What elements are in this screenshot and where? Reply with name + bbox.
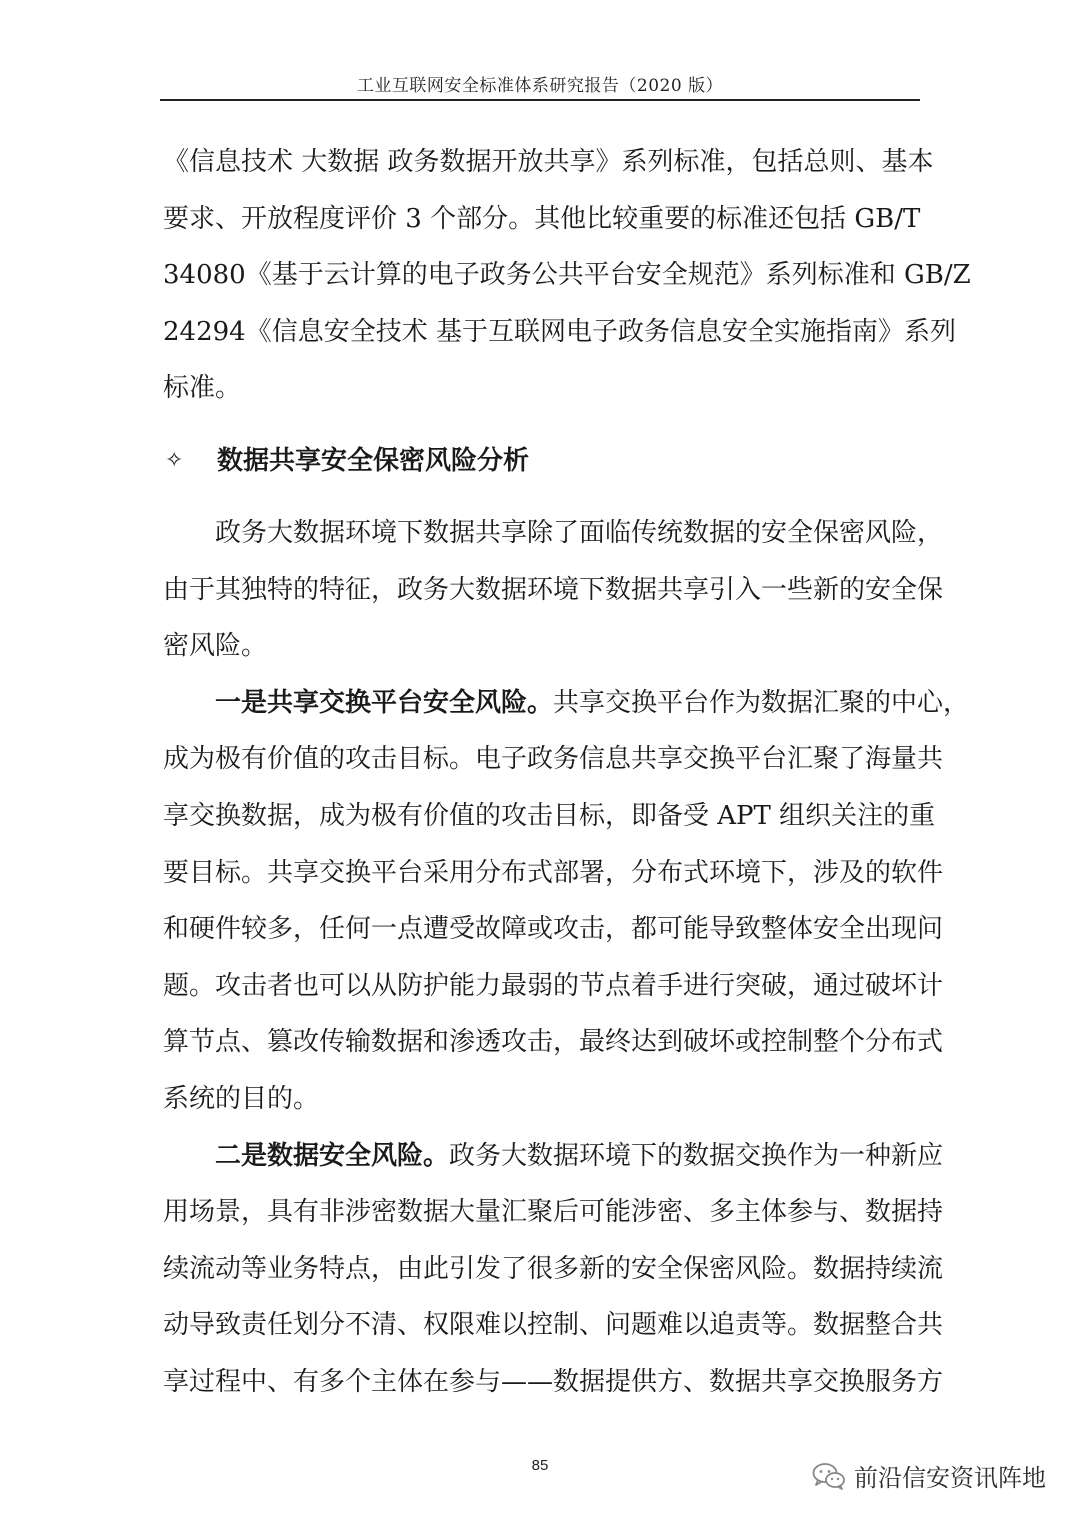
text-line: 动导致责任划分不清、权限难以控制、问题难以追责等。数据整合共	[163, 1310, 944, 1341]
page-body	[163, 134, 971, 1410]
text-line: 算节点、篡改传输数据和渗透攻击，最终达到破坏或控制整个分布式	[163, 1027, 944, 1058]
text-line: 享交换数据，成为极有价值的攻击目标，即备受 APT 组织关注的重	[163, 800, 936, 831]
diamond-bullet-icon: ✧	[165, 447, 184, 473]
text-line: 密风险。	[163, 631, 268, 662]
text-line: 政务大数据环境下数据共享除了面临传统数据的安全保密风险，	[215, 517, 944, 548]
text-line: 标准。	[163, 373, 242, 404]
text-line: 由于其独特的特征，政务大数据环境下数据共享引入一些新的安全保	[163, 574, 944, 605]
text-line: 题。攻击者也可以从防护能力最弱的节点着手进行突破，通过破坏计	[163, 970, 944, 1001]
text-line: 和硬件较多，任何一点遭受故障或攻击，都可能导致整体安全出现问	[163, 914, 944, 945]
text-line: 24294《信息安全技术 基于互联网电子政务信息安全实施指南》系列	[163, 316, 956, 347]
text-run: 政务大数据环境下的数据交换作为一种新应	[449, 1140, 944, 1171]
text-line: 《信息技术 大数据 政务数据开放共享》系列标准，包括总则、基本	[163, 147, 934, 177]
text-line: 34080《基于云计算的电子政务公共平台安全规范》系列标准和 GB/Z	[163, 260, 971, 291]
text-line: 享过程中、有多个主体在参与——数据提供方、数据共享交换服务方	[163, 1366, 944, 1397]
paragraph-platform-risk	[163, 675, 970, 1128]
section-heading-text: 数据共享安全保密风险分析	[217, 445, 530, 476]
watermark-text: 前沿信安资讯阵地	[854, 1464, 1046, 1492]
text-run: 共享交换平台作为数据汇聚的中心，	[553, 687, 970, 718]
text-line	[163, 1128, 944, 1185]
paragraph-standards	[163, 134, 971, 417]
wechat-icon	[812, 1462, 846, 1490]
text-line: 续流动等业务特点，由此引发了很多新的安全保密风险。数据持续流	[163, 1253, 944, 1284]
section-heading	[163, 433, 920, 489]
header-divider	[160, 99, 920, 101]
text-line: 要求、开放程度评价 3 个部分。其他比较重要的标准还包括 GB/T	[163, 203, 921, 234]
paragraph-data-risk	[163, 1128, 944, 1411]
text-line: 成为极有价值的攻击目标。电子政务信息共享交换平台汇聚了海量共	[163, 744, 944, 775]
source-watermark	[812, 1458, 1046, 1493]
running-header-title: 工业互联网安全标准体系研究报告（2020 版）	[356, 76, 724, 96]
text-line: 要目标。共享交换平台采用分布式部署，分布式环境下，涉及的软件	[163, 857, 944, 888]
text-line	[163, 675, 970, 732]
paragraph-intro	[163, 505, 944, 675]
text-line: 系统的目的。	[163, 1083, 320, 1114]
page-number: 85	[531, 1457, 549, 1474]
lead-phrase: 一是共享交换平台安全风险。	[215, 687, 554, 718]
text-line: 用场景，具有非涉密数据大量汇聚后可能涉密、多主体参与、数据持	[163, 1197, 944, 1228]
lead-phrase: 二是数据安全风险。	[215, 1140, 450, 1171]
